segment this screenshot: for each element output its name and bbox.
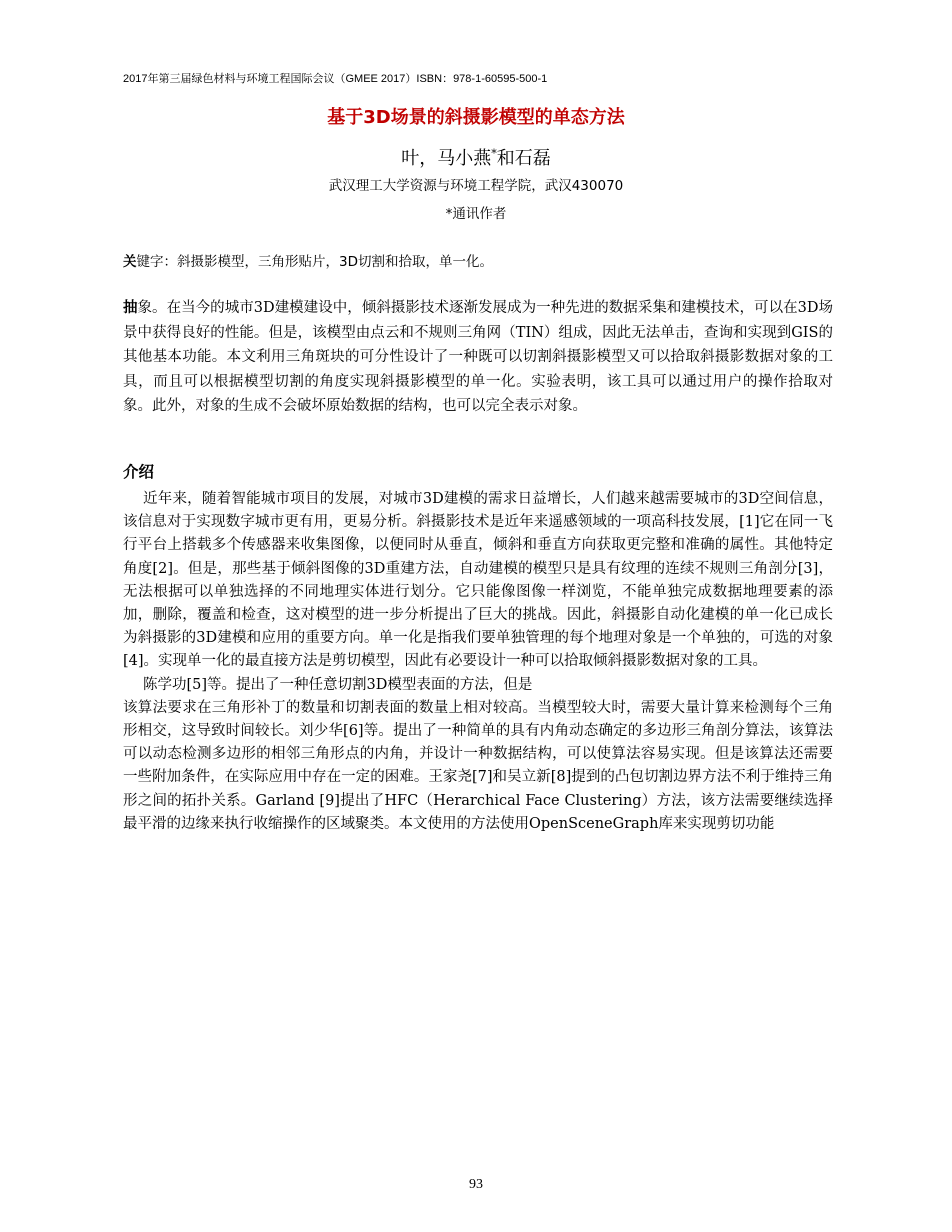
author-names-tail: 和石磊 xyxy=(496,148,551,169)
intro-paragraph-2-first-line: 陈学功[5]等。提出了一种任意切割3D模型表面的方法，但是 xyxy=(143,676,533,693)
intro-paragraph: 近年来，随着智能城市项目的发展，对城市3D建模的需求日益增长，人们越来越需要城市的3D空间信息，该信息对于实现数字城市更有用，更易分析。斜摄影技术是近年来遥感领域的一项高科技发展，[1]它在同一飞行平台上搭载多个传感器来收集图像，以便同时从垂直，倾斜和垂直方向获取更完整和准确的属性。其他特定角度[2]。但是，那些基于倾斜图像的3D重建方法，自动建模的模型只是具有纹理的连续不规则三角剖分[3]，无法根据可以单独选择的不同地理实体进行划分。它只能像图像一样浏览，不能单独完成数据地理要素的添加，删除，覆盖和检查，这对模型的进一步分析提出了巨大的挑战。因此，斜摄影自动化建模的单一化已成长为斜摄影的3D建模和应用的重要方向。单一化是指我们要单独管理的每个地理对象是一个单独的，可选的对象[4]。实现单一化的最直接方法是剪切模型，因此有必要设计一种可以拾取倾斜摄影数据对象的工具。 xyxy=(123,491,833,670)
paper-title: 基于3D场景的斜摄影模型的单态方法 xyxy=(327,107,625,128)
affiliation: 武汉理工大学资源与环境工程学院，武汉430070 xyxy=(328,178,624,194)
author-names: 叶，马小燕 xyxy=(401,148,492,169)
keywords-text: 键字：斜摄影模型，三角形贴片，3D切割和拾取，单一化。 xyxy=(136,254,493,270)
corresponding-mark: * xyxy=(491,147,497,160)
corresponding-author-note: *通讯作者 xyxy=(445,206,507,222)
intro-paragraph-2-continuation: 该算法要求在三角形补丁的数量和切割表面的数量上相对较高。当模型较大时，需要大量计算来检测每个三角形相交，这导致时间较长。刘少华[6]等。提出了一种简单的具有内角动态确定的多边形三角剖分算法，该算法可以动态检测多边形的相邻三角形点的内角，并设计一种数据结构，可以使算法容易实现。但是该算法还需要一些附加条件，在实际应用中存在一定的困难。王家尧[7]和吴立新[8]提到的凸包切割边界方法不利于维持三角形之间的拓扑关系。Garland [9]提出了HFC（Herarchical Face Clustering）方法，该方法需要继续选择最平滑的边缘来执行收缩操作的区域聚类。本文使用的方法使用OpenSceneGraph库来实现剪切功能 xyxy=(123,699,833,832)
abstract xyxy=(123,296,833,419)
section-heading-introduction: 介绍 xyxy=(123,463,155,481)
keywords-lead: 关 xyxy=(123,254,137,270)
page-number: 93 xyxy=(469,1177,483,1192)
abstract-lead: 抽 xyxy=(123,299,138,316)
author-line xyxy=(0,142,952,171)
abstract-text: 象。在当今的城市3D建模建设中，倾斜摄影技术逐渐发展成为一种先进的数据采集和建模技术，可以在3D场景中获得良好的性能。但是，该模型由点云和不规则三角网（TIN）组成，因此无法单击，查询和实现到GIS的其他基本功能。本文利用三角斑块的可分性设计了一种既可以切割斜摄影模型又可以拾取斜摄影数据对象的工具，而且可以根据模型切割的角度实现斜摄影模型的单一化。实验表明，该工具可以通过用户的操作拾取对象。此外，对象的生成不会破坏原始数据的结构，也可以完全表示对象。 xyxy=(123,300,833,414)
running-head: 2017年第三届绿色材料与环境工程国际会议（GMEE 2017）ISBN：978-1-60595-500-1 xyxy=(123,73,548,85)
introduction-body xyxy=(123,488,833,836)
keywords xyxy=(123,252,833,272)
